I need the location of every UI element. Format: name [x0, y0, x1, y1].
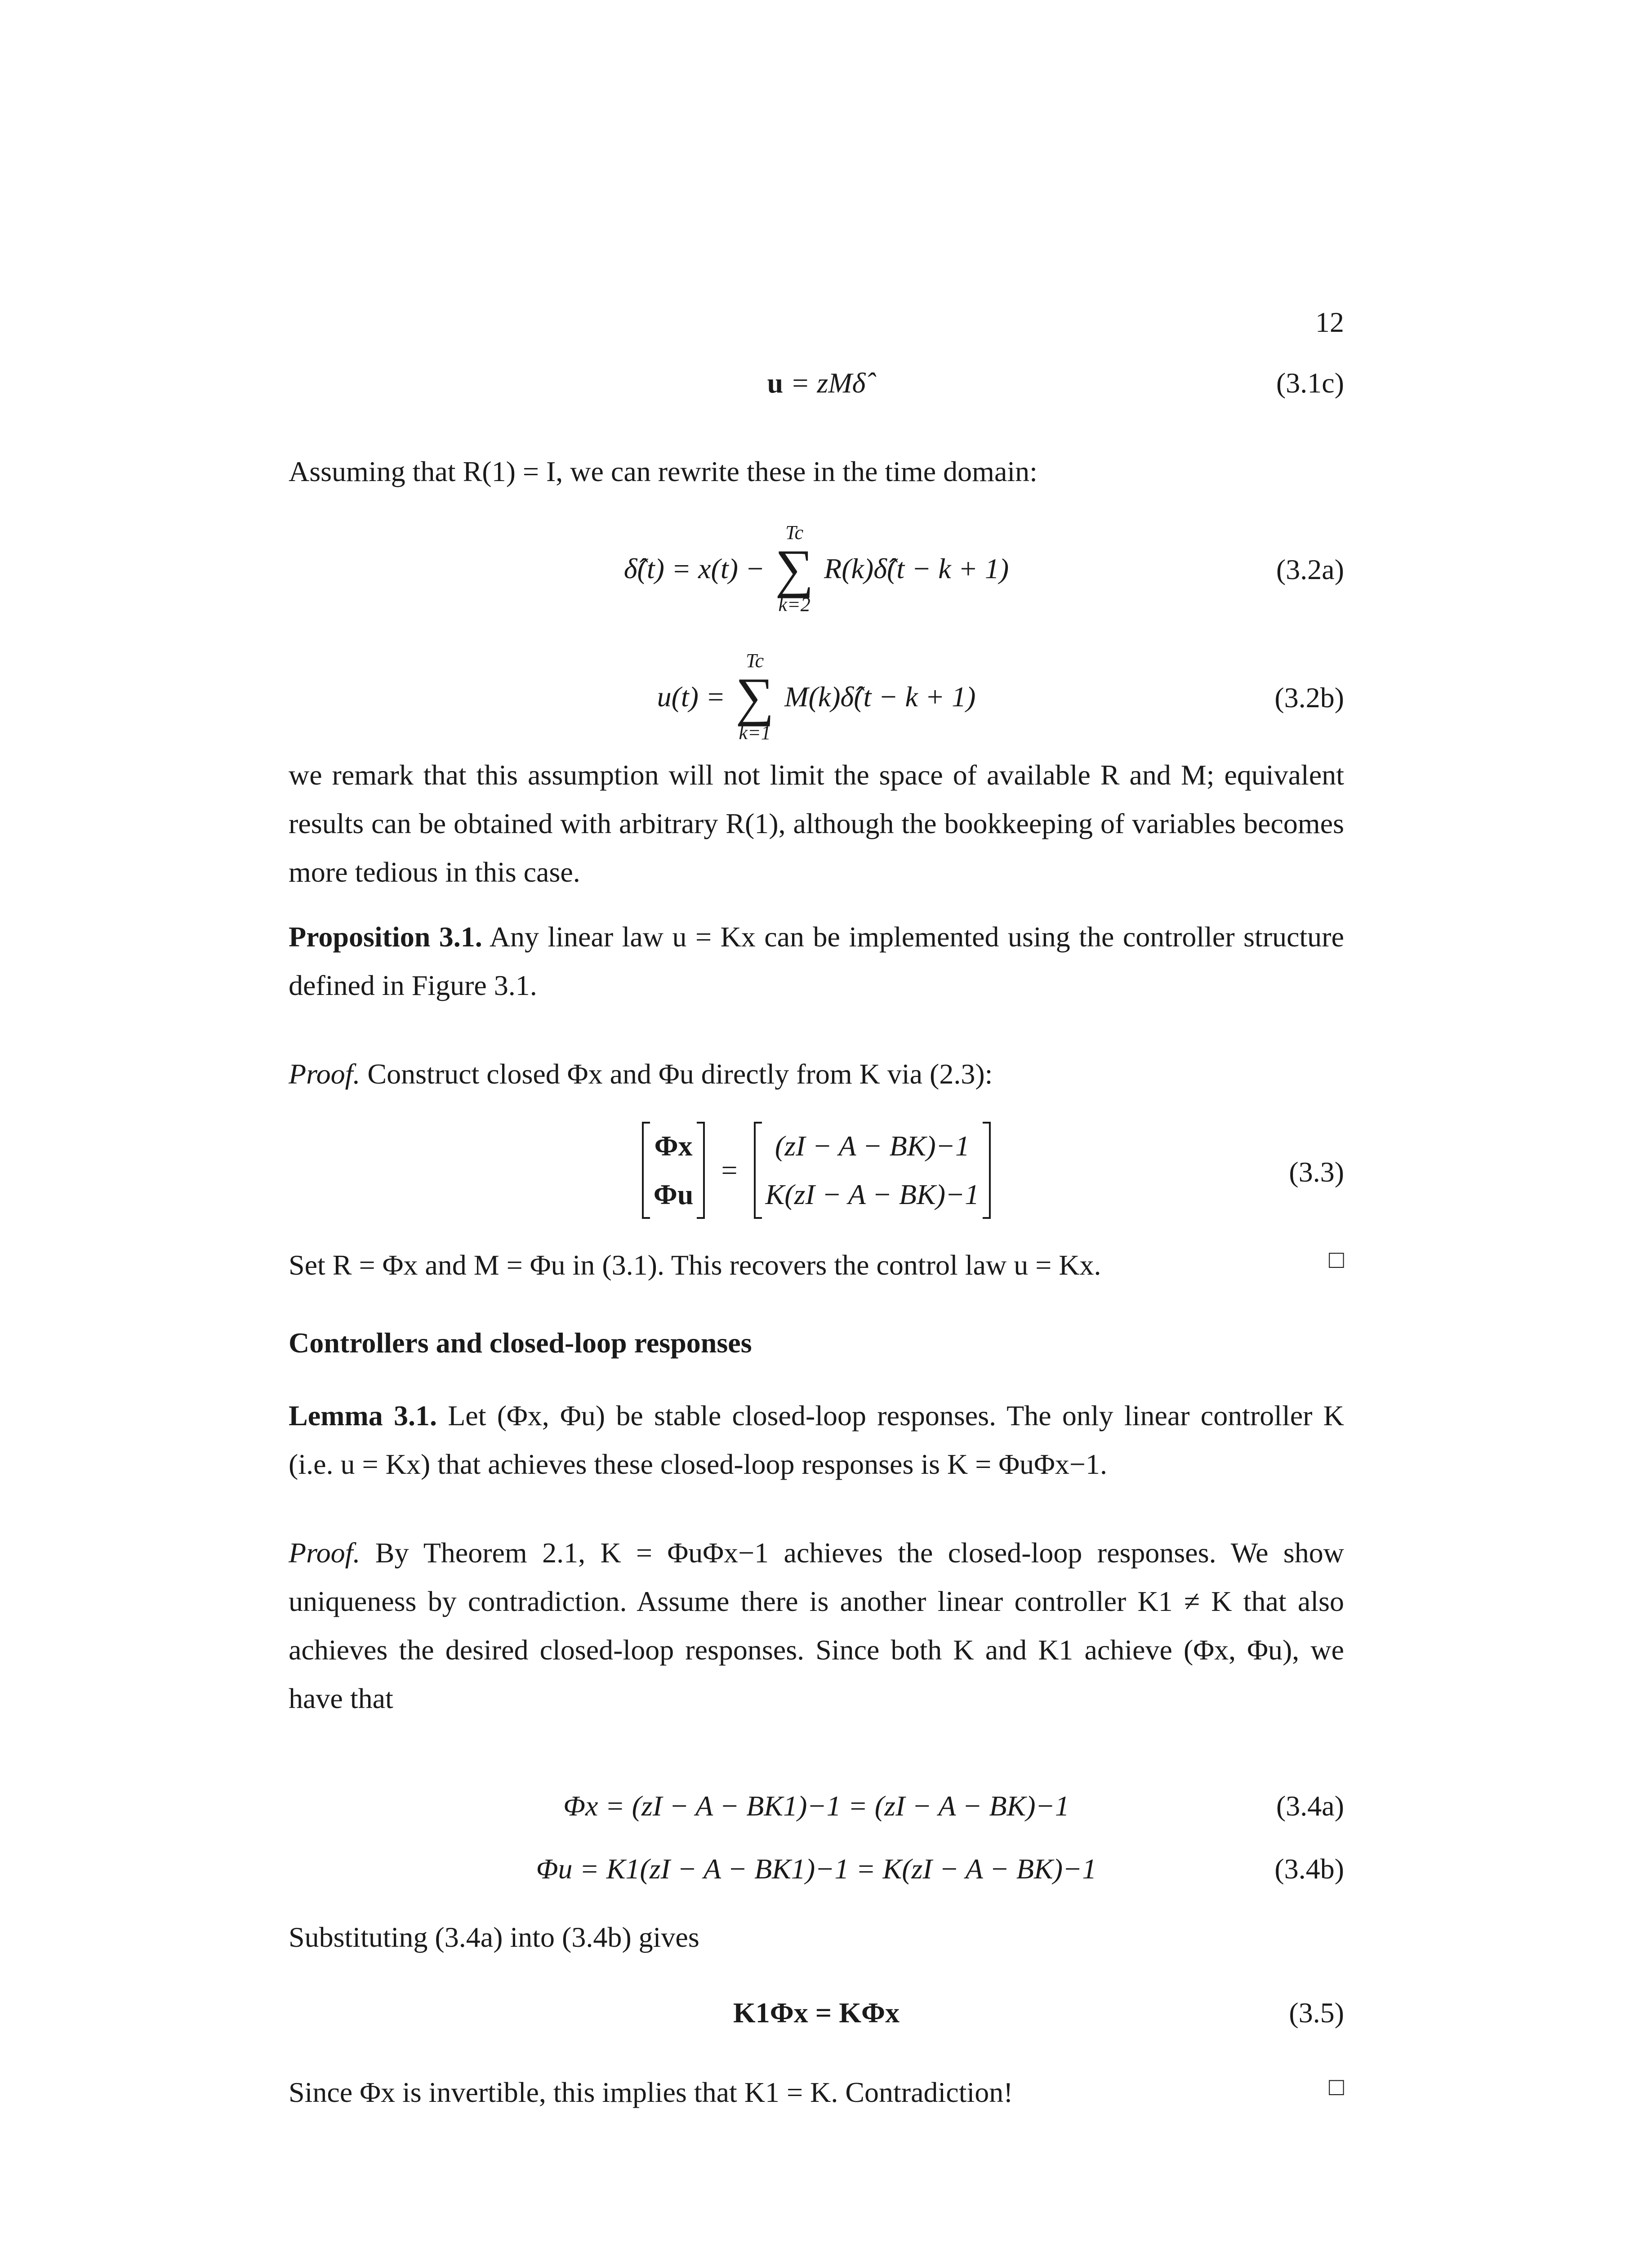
sigma-symbol: ∑: [775, 539, 814, 598]
matrix-row: K(zI − A − BK)−1: [765, 1178, 980, 1210]
equation-number: (3.1c): [1276, 367, 1344, 399]
eq-rhs: R(k)δ̂(t − k + 1): [824, 553, 1009, 584]
sum-upper-limit: Tc: [785, 522, 804, 544]
equation-body: Φx = (zI − A − BK1)−1 = (zI − A − BK)−1: [563, 1790, 1069, 1822]
equation-3-3: [289, 1122, 1344, 1230]
lemma-text: Let (Φx, Φu) be stable closed-loop responses. The only linear controller K (i.e. u = Kx) that achieves these closed-loop responses is K = ΦuΦx−1.: [289, 1400, 1345, 1480]
lemma: [289, 1392, 1344, 1489]
equation-body: [289, 1122, 1344, 1219]
equation-body: [289, 522, 1344, 616]
sum-lower-limit: k=2: [778, 593, 810, 616]
equation-3-2b: [289, 645, 1344, 753]
page-number: 12: [1315, 306, 1344, 338]
sigma-symbol: ∑: [735, 667, 774, 727]
lhs-matrix: [642, 1122, 705, 1219]
proof: [289, 1529, 1344, 1723]
summation: [732, 650, 777, 744]
equation-body: Φu = K1(zI − A − BK1)−1 = K(zI − A − BK)−1: [536, 1853, 1097, 1885]
paragraph: Substituting (3.4a) into (3.4b) gives: [289, 1921, 699, 1953]
equals-sign: =: [721, 1154, 738, 1186]
rhs-matrix: [754, 1122, 991, 1219]
proof-label: Proof.: [289, 1058, 361, 1090]
matrix-row: Φx: [654, 1130, 693, 1162]
equation-body: K1Φx = KΦx: [733, 1997, 900, 2029]
section-heading: Controllers and closed-loop responses: [289, 1327, 752, 1359]
proof-label: Proof.: [289, 1537, 361, 1569]
matrix-row: Φu: [653, 1178, 694, 1210]
proof: [289, 1050, 1344, 1098]
matrix-row: (zI − A − BK)−1: [775, 1130, 970, 1162]
eq-lhs: u: [767, 367, 784, 399]
equation-number: (3.2b): [1274, 682, 1344, 714]
eq-lhs: u(t) =: [657, 681, 726, 713]
proposition-text: Any linear law u = Kx can be implemented using the controller structure defined in Figure 3.1.: [289, 921, 1345, 1001]
summation: [772, 522, 817, 616]
lemma-label: Lemma 3.1.: [289, 1400, 437, 1432]
equation-number: (3.5): [1289, 1997, 1344, 2029]
paragraph: Assuming that R(1) = I, we can rewrite these in the time domain:: [289, 455, 1038, 487]
eq-rhs: = zMδ̂: [790, 367, 866, 399]
equation-body: [289, 366, 1344, 400]
equation-number: (3.2a): [1276, 553, 1344, 585]
equation-number: (3.3): [1289, 1156, 1344, 1188]
equation-body: [289, 650, 1344, 744]
equation-number: (3.4a): [1276, 1790, 1344, 1822]
sum-lower-limit: k=1: [739, 722, 771, 744]
qed-symbol: □: [1329, 2073, 1344, 2101]
paragraph: Set R = Φx and M = Φu in (3.1). This recovers the control law u = Kx.: [289, 1249, 1101, 1281]
proposition: [289, 913, 1344, 1010]
eq-rhs: M(k)δ̂(t − k + 1): [784, 681, 976, 713]
equation-3-5: [289, 1996, 1344, 2032]
equation-3-4a: [289, 1789, 1344, 1825]
paragraph: we remark that this assumption will not limit the space of available R and M; equivalent results can be obtained with arbitrary R(1), although the bookkeeping of variables becomes more tedious in this case.: [289, 759, 1344, 888]
equation-number: (3.4b): [1274, 1853, 1344, 1885]
proposition-label: Proposition 3.1.: [289, 921, 482, 953]
qed-symbol: □: [1329, 1246, 1344, 1274]
proof-text: By Theorem 2.1, K = ΦuΦx−1 achieves the closed-loop responses. We show uniqueness by contradiction. Assume there is another linear controller K1 ≠ K that also achieves the desired closed-loop responses. Since both K and K1 achieve (Φx, Φu), we have that: [289, 1537, 1344, 1714]
equation-3-2a: [289, 517, 1344, 625]
eq-lhs: δ̂(t) = x(t) −: [623, 553, 765, 584]
equation-3-1c: [289, 366, 1344, 402]
sum-upper-limit: Tc: [746, 650, 764, 672]
proof-text: Construct closed Φx and Φu directly from K via (2.3):: [367, 1058, 993, 1090]
equation-3-4b: [289, 1852, 1344, 1888]
paragraph: Since Φx is invertible, this implies that K1 = K. Contradiction!: [289, 2076, 1013, 2108]
